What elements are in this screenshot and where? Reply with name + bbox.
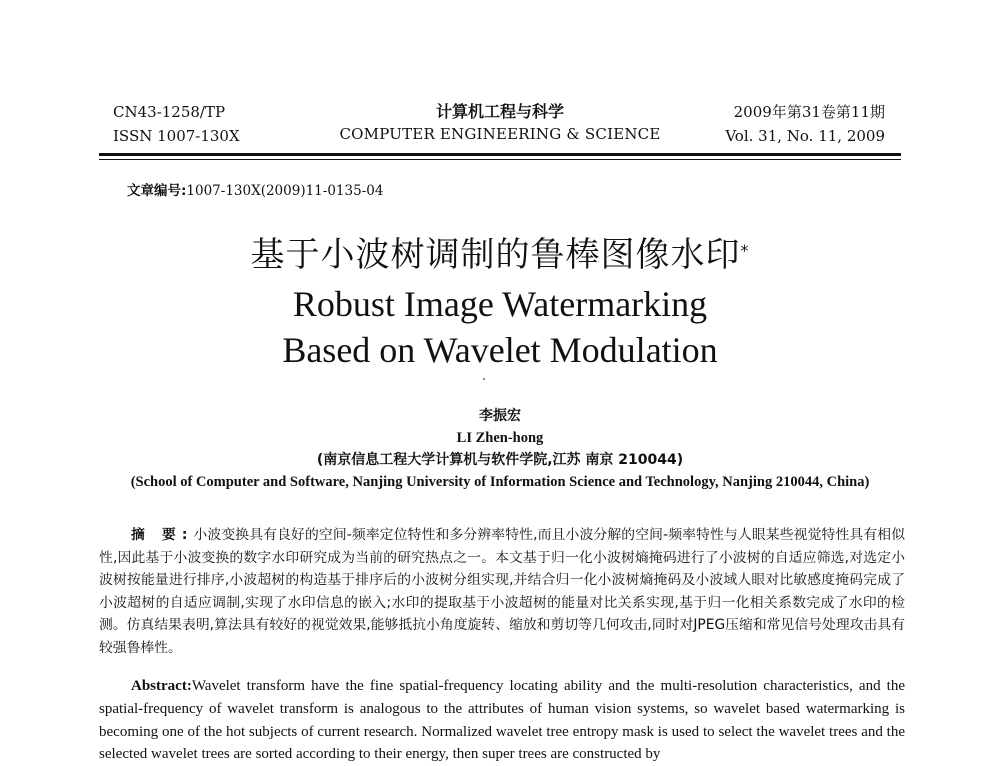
affiliation-en: (School of Computer and Software, Nanjing University of Information Science and Technology, Nanjing 210044, China): [130, 474, 870, 490]
issn-number: ISSN 1007-130X: [113, 127, 240, 145]
abstract-en-label: Abstract:: [131, 678, 192, 694]
issue-info: [725, 103, 885, 145]
affiliation-cn: (南京信息工程大学计算机与软件学院,江苏 南京 210044): [316, 452, 684, 468]
journal-identifiers: [113, 103, 240, 145]
title-en-line1: Robust Image Watermarking: [292, 284, 708, 324]
journal-title-en: COMPUTER ENGINEERING & SCIENCE: [339, 125, 661, 143]
title-footnote-mark: *: [740, 241, 750, 260]
cn-number: CN43-1258/TP: [113, 103, 226, 121]
title-cn-text: 基于小波树调制的鲁棒图像水印: [250, 235, 741, 275]
issue-cn: 2009年第31卷第11期: [733, 103, 885, 121]
article-number: [127, 179, 383, 199]
title-en: [0, 281, 1000, 373]
author-name-en: LI Zhen-hong: [456, 430, 544, 446]
author-name-cn: 李振宏: [479, 408, 521, 424]
title-cn: [0, 235, 1000, 275]
abstract-cn: [99, 524, 905, 659]
article-number-label: 文章编号:: [127, 183, 187, 199]
article-number-value: 1007-130X(2009)11-0135-04: [186, 183, 384, 199]
stray-dot: [483, 378, 485, 380]
journal-title-cn: 计算机工程与科学: [435, 102, 564, 121]
header-rule-thin: [99, 159, 901, 160]
abstract-en: [99, 675, 905, 766]
abstract-en-text: Wavelet transform have the fine spatial-frequency locating ability and the multi-resolution characteristics, and the spatial-frequency of wavelet transform is analogous to the attributes of human vision systems, so wavelet based watermarking is becoming one of the hot subjects of current research. Normalized wavelet tree entropy mask is used to select the wavelet trees and the selected wavelet trees are sorted according to their energy, then super trees are constructed by: [99, 678, 905, 763]
abstract-cn-text: 小波变换具有良好的空间-频率定位特性和多分辨率特性,而且小波分解的空间-频率特性与人眼某些视觉特性具有相似性,因此基于小波变换的数字水印研究成为当前的研究热点之一。本文基于归一化小波树熵掩码进行了小波树的自适应筛选,对选定小波树按能量进行排序,小波超树的构造基于排序后的小波树分组实现,并结合归一化小波树熵掩码及小波域人眼对比敏感度掩码完成了小波超树的自适应调制,实现了水印信息的嵌入;水印的提取基于小波超树的能量对比关系实现,基于归一化相关系数完成了水印的检测。仿真结果表明,算法具有较好的视觉效果,能够抵抗小角度旋转、缩放和剪切等几何攻击,同时对JPEG压缩和常见信号处理攻击具有较强鲁棒性。: [99, 527, 905, 656]
title-en-line2: Based on Wavelet Modulation: [282, 330, 718, 370]
issue-en: Vol. 31, No. 11, 2009: [725, 127, 885, 145]
header-rule-thick: [99, 153, 901, 156]
author-block: [0, 405, 1000, 493]
abstract-cn-label: 摘 要:: [131, 527, 194, 543]
journal-title: [300, 101, 700, 145]
